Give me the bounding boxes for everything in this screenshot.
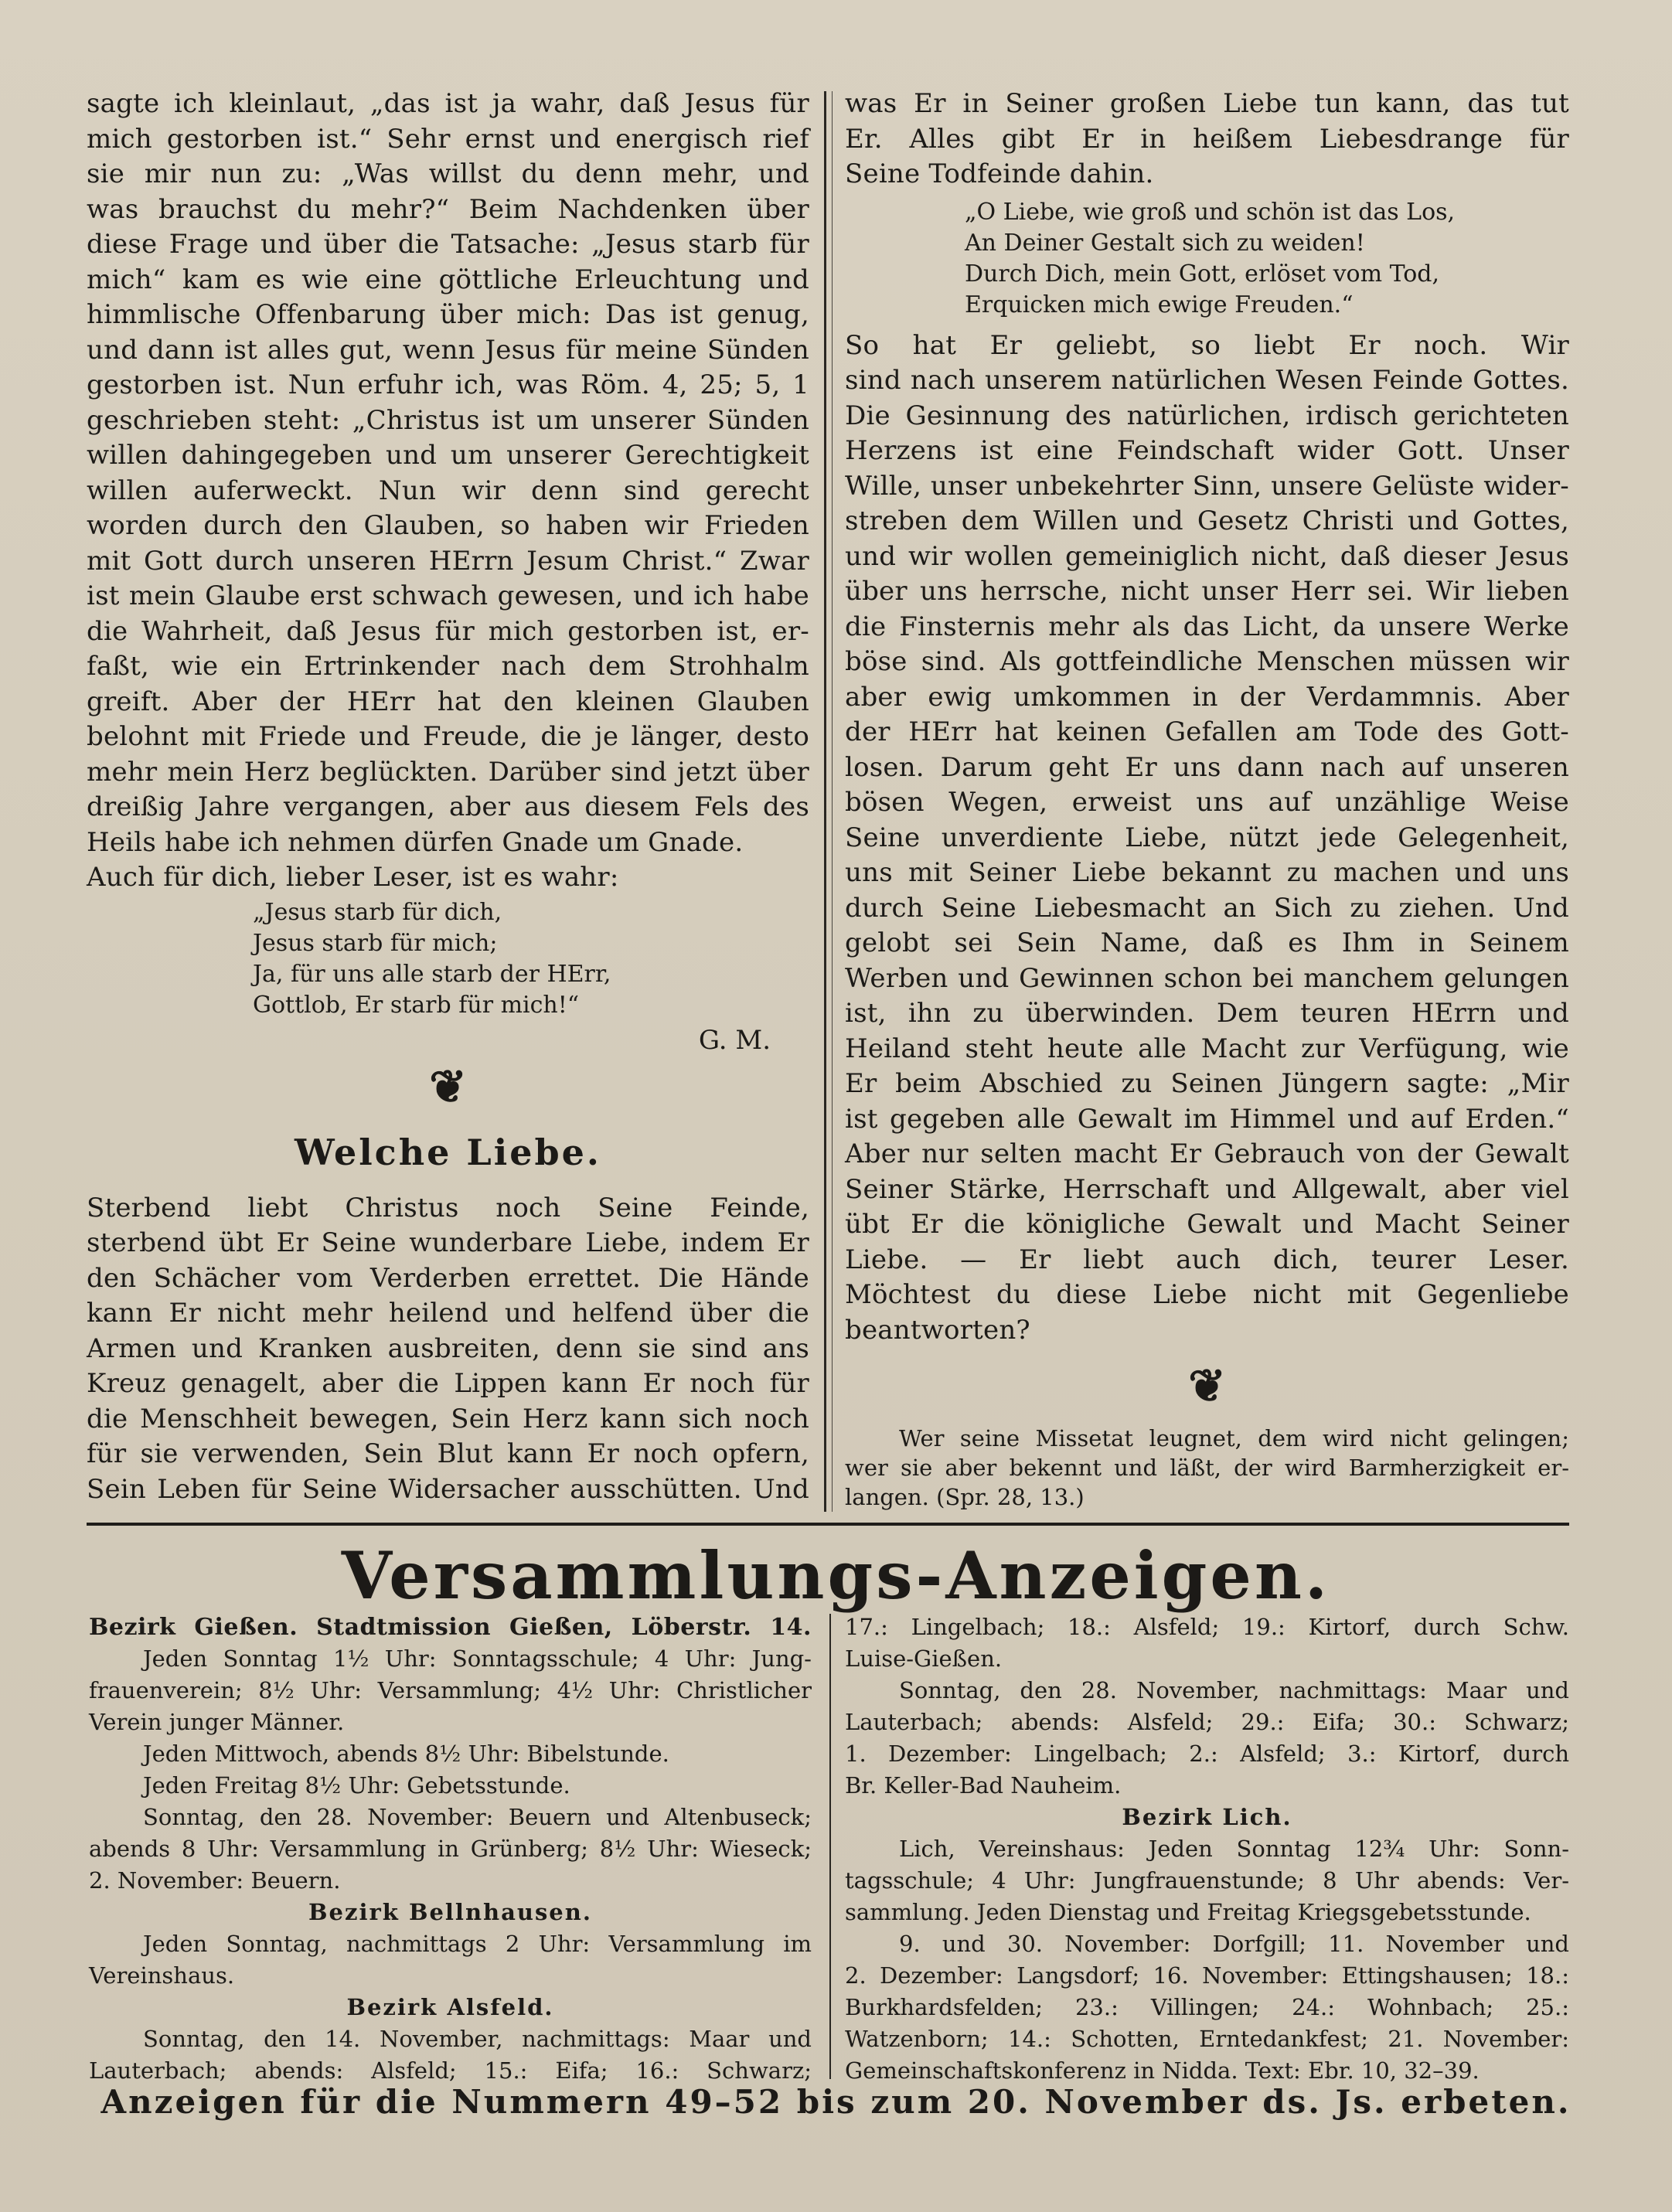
announcement-line: Vereinshaus. (89, 1962, 235, 1989)
column-divider-thin (832, 91, 833, 1512)
text-line: für sie verwenden, Sein Blut kann Er noch opfern, (87, 1438, 809, 1469)
district-heading: Bezirk Gießen. Stadtmission Gießen, Löberstr. 14. (89, 1614, 812, 1641)
ornament-icon: ❦ (429, 1060, 467, 1113)
text-line: über uns herrsche, nicht unser Herr sei. Wir lieben (845, 576, 1569, 607)
announcements-left-column (89, 1611, 812, 2087)
district-heading: Bezirk Lich. (1122, 1804, 1292, 1830)
text-line: was brauchst du mehr?“ Beim Nachdenken über (87, 193, 809, 225)
announcement-line: Lauterbach; abends: Alsfeld; 15.: Eifa; 16.: Schwarz; (89, 2057, 812, 2084)
right-column (845, 87, 1569, 1512)
poem-line: Ja, für uns alle starb der HErr, (253, 960, 611, 988)
text-line: Sein Leben für Seine Widersacher ausschütten. Und (87, 1473, 809, 1505)
text-line: mit Gott durch unseren HErrn Jesum Christ.“ Zwar (87, 545, 809, 577)
announcement-line: Jeden Sonntag, nachmittags 2 Uhr: Versammlung im (143, 1931, 812, 1957)
text-line: Auch für dich, lieber Leser, ist es wahr: (87, 862, 619, 893)
announcement-line: Jeden Mittwoch, abends 8½ Uhr: Bibelstunde. (143, 1741, 669, 1767)
announcement-line: 17.: Lingelbach; 18.: Alsfeld; 19.: Kirtorf, durch Schw. (845, 1614, 1569, 1640)
announcement-line: Sonntag, den 28. November, nachmittags: Maar und (899, 1677, 1569, 1703)
text-line: die Wahrheit, daß Jesus für mich gestorben ist, er- (87, 615, 809, 647)
announcement-line: Sonntag, den 28. November: Beuern und Altenbuseck; (143, 1804, 812, 1830)
announcement-line: Lauterbach; abends: Alsfeld; 29.: Eifa; 30.: Schwarz; (845, 1709, 1569, 1735)
text-line: Heiland steht heute alle Macht zur Verfügung, wie (845, 1033, 1569, 1064)
text-line: böse sind. Als gottfeindliche Menschen müssen wir (845, 646, 1569, 677)
text-line: Er. Alles gibt Er in heißem Liebesdrange für (845, 123, 1569, 155)
left-poem (87, 897, 809, 1021)
proverb-line: langen. (Spr. 28, 13.) (845, 1484, 1085, 1510)
text-line: mich gestorben ist.“ Sehr ernst und energisch rief (87, 123, 809, 155)
text-line: So hat Er geliebt, so liebt Er noch. Wir (845, 329, 1569, 361)
announcement-line: Jeden Sonntag 1½ Uhr: Sonntagsschule; 4 Uhr: Jung- (143, 1645, 812, 1672)
text-line: streben dem Willen und Gesetz Christi und Gottes, (845, 505, 1569, 536)
announcement-line: Gemeinschaftskonferenz in Nidda. Text: Ebr. 10, 32–39. (845, 2057, 1480, 2084)
right-poem (845, 197, 1569, 321)
text-line: sind nach unserem natürlichen Wesen Feinde Gottes. (845, 365, 1569, 396)
ornament-icon: ❦ (1188, 1360, 1226, 1412)
text-line: ist gegeben alle Gewalt im Himmel und auf Erden.“ (845, 1103, 1569, 1135)
text-line: die Finsternis mehr als das Licht, da unsere Werke (845, 611, 1569, 642)
welche-liebe-text (87, 1191, 809, 1508)
text-line: Wille, unser unbekehrter Sinn, unsere Gelüste wider- (845, 470, 1569, 502)
text-line: gelobt sei Sein Name, daß es Ihm in Seinem (845, 927, 1569, 958)
announcements-divider (829, 1614, 831, 2079)
text-line: dreißig Jahre vergangen, aber aus diesem Fels des (87, 791, 809, 822)
announcements-footer: Anzeigen für die Nummern 49–52 bis zum 20. November ds. Js. erbeten. (100, 2083, 1572, 2121)
announcement-line: Verein junger Männer. (89, 1709, 345, 1735)
text-line: was Er in Seiner großen Liebe tun kann, das tut (845, 88, 1569, 119)
text-line: uns mit Seiner Liebe bekannt zu machen und uns (845, 857, 1569, 888)
text-line: Herzens ist eine Feindschaft wider Gott. Unser (845, 435, 1569, 466)
text-line: und wir wollen gemeiniglich nicht, daß dieser Jesus (845, 540, 1569, 572)
announcements-title: Versammlungs-Anzeigen. (341, 1537, 1331, 1614)
text-line: Die Gesinnung des natürlichen, irdisch gerichteten (845, 400, 1569, 431)
text-line: Kreuz genagelt, aber die Lippen kann Er noch für (87, 1368, 809, 1399)
text-line: sagte ich kleinlaut, „das ist ja wahr, daß Jesus für (87, 88, 809, 119)
district-heading: Bezirk Bellnhausen. (308, 1899, 592, 1925)
left-column (87, 87, 809, 1507)
poem-line: „Jesus starb für dich, (253, 898, 502, 926)
announcement-line: Watzenborn; 14.: Schotten, Erntedankfest; 21. November: (845, 2026, 1569, 2052)
text-line: Liebe. — Er liebt auch dich, teurer Leser. (845, 1244, 1569, 1275)
text-line: der HErr hat keinen Gefallen am Tode des Gott- (845, 716, 1569, 747)
left-article-text (87, 87, 809, 896)
poem-line: Jesus starb für mich; (253, 929, 498, 957)
announcement-line: sammlung. Jeden Dienstag und Freitag Kriegsgebetsstunde. (845, 1899, 1531, 1925)
text-line: bösen Wegen, erweist uns auf unzählige Weise (845, 787, 1569, 818)
text-line: willen dahingegeben und um unserer Gerechtigkeit (87, 440, 809, 471)
text-line: beantworten? (845, 1314, 1030, 1346)
proverb-line: Wer seine Missetat leugnet, dem wird nicht gelingen; (899, 1425, 1569, 1451)
text-line: geschrieben steht: „Christus ist um unserer Sünden (87, 404, 809, 436)
text-line: mich“ kam es wie eine göttliche Erleuchtung und (87, 264, 809, 295)
district-heading: Bezirk Alsfeld. (346, 1994, 554, 2020)
text-line: diese Frage und über die Tatsache: „Jesus starb für (87, 229, 809, 260)
text-line: kann Er nicht mehr heilend und helfend über die (87, 1298, 809, 1329)
announcement-line: tagsschule; 4 Uhr: Jungfrauenstunde; 8 Uhr abends: Ver- (845, 1867, 1569, 1894)
text-line: übt Er die königliche Gewalt und Macht Seiner (845, 1209, 1569, 1240)
poem-line: Gottlob, Er starb für mich!“ (253, 991, 580, 1019)
text-line: faßt, wie ein Ertrinkender nach dem Strohhalm (87, 651, 809, 682)
text-line: Seiner Stärke, Herrschaft und Allgewalt, aber viel (845, 1173, 1569, 1205)
text-line: ist mein Glaube erst schwach gewesen, und ich habe (87, 580, 809, 611)
announcement-line: Jeden Freitag 8½ Uhr: Gebetsstunde. (143, 1772, 570, 1799)
text-line: ist, ihn zu überwinden. Dem teuren HErrn und (845, 998, 1569, 1029)
text-line: die Menschheit bewegen, Sein Herz kann sich noch (87, 1403, 809, 1434)
announcement-line: Lich, Vereinshaus: Jeden Sonntag 12¾ Uhr: Sonn- (899, 1836, 1569, 1862)
text-line: Möchtest du diese Liebe nicht mit Gegenliebe (845, 1279, 1569, 1310)
right-article-text-top (845, 87, 1569, 192)
announcement-line: 9. und 30. November: Dorfgill; 11. November und (899, 1931, 1569, 1957)
text-line: durch Seine Liebesmacht an Sich zu ziehen. Und (845, 892, 1569, 924)
text-line: gestorben ist. Nun erfuhr ich, was Röm. 4, 25; 5, 1 (87, 369, 809, 400)
announcement-line: Br. Keller-Bad Nauheim. (845, 1772, 1122, 1799)
poem-line: Erquicken mich ewige Freuden.“ (965, 291, 1354, 318)
text-line: aber ewig umkommen in der Verdammnis. Aber (845, 681, 1569, 713)
text-line: losen. Darum geht Er uns dann nach auf unseren (845, 751, 1569, 783)
poem-line: „O Liebe, wie groß und schön ist das Los, (965, 198, 1456, 226)
proverb-line: wer sie aber bekennt und läßt, der wird Barmherzigkeit er- (845, 1455, 1569, 1481)
section-rule (87, 1523, 1569, 1526)
text-line: willen auferweckt. Nun wir denn sind gerecht (87, 475, 809, 506)
text-line: Seine Todfeinde dahin. (845, 158, 1154, 189)
text-line: Seine unverdiente Liebe, nützt jede Gelegenheit, (845, 822, 1569, 853)
text-line: mehr mein Herz beglückten. Darüber sind jetzt über (87, 756, 809, 788)
article-heading: Welche Liebe. (295, 1131, 601, 1173)
text-line: den Schächer vom Verderben errettet. Die Hände (87, 1262, 809, 1294)
text-line: belohnt mit Friede und Freude, die je länger, desto (87, 721, 809, 752)
announcement-line: 2. Dezember: Langsdorf; 16. November: Ettingshausen; 18.: (845, 1962, 1569, 1989)
text-line: sie mir nun zu: „Was willst du denn mehr, und (87, 158, 809, 189)
announcements-right-column (845, 1611, 1569, 2087)
text-line: Werben und Gewinnen schon bei manchem gelungen (845, 962, 1569, 994)
text-line: Sterbend liebt Christus noch Seine Feinde, (87, 1192, 809, 1223)
text-line: himmlische Offenbarung über mich: Das ist genug, (87, 299, 809, 330)
proverb-quote (845, 1424, 1569, 1512)
poem-line: Durch Dich, mein Gott, erlöset vom Tod, (965, 260, 1440, 288)
column-divider (824, 91, 826, 1512)
text-line: worden durch den Glauben, so haben wir Frieden (87, 510, 809, 541)
text-line: und dann ist alles gut, wenn Jesus für meine Sünden (87, 334, 809, 366)
poem-line: An Deiner Gestalt sich zu weiden! (965, 229, 1365, 257)
text-line: greift. Aber der HErr hat den kleinen Glauben (87, 686, 809, 717)
announcement-line: abends 8 Uhr: Versammlung in Grünberg; 8½ Uhr: Wieseck; (89, 1836, 812, 1862)
announcement-line: 2. November: Beuern. (89, 1867, 341, 1894)
text-line: Heils habe ich nehmen dürfen Gnade um Gnade. (87, 826, 744, 858)
text-line: Aber nur selten macht Er Gebrauch von der Gewalt (845, 1138, 1569, 1169)
announcement-line: frauenverein; 8½ Uhr: Versammlung; 4½ Uhr: Christlicher (89, 1677, 812, 1703)
announcement-line: Sonntag, den 14. November, nachmittags: Maar und (143, 2026, 812, 2052)
announcement-line: 1. Dezember: Lingelbach; 2.: Alsfeld; 3.: Kirtorf, durch (845, 1741, 1569, 1767)
text-line: Er beim Abschied zu Seinen Jüngern sagte: „Mir (845, 1068, 1569, 1099)
signature: G. M. (698, 1024, 771, 1056)
announcement-line: Burkhardsfelden; 23.: Villingen; 24.: Wohnbach; 25.: (845, 1994, 1569, 2020)
text-line: Armen und Kranken ausbreiten, denn sie sind ans (87, 1332, 809, 1364)
text-line: sterbend übt Er Seine wunderbare Liebe, indem Er (87, 1227, 809, 1258)
right-article-text (845, 328, 1569, 1349)
announcement-line: Luise-Gießen. (845, 1645, 1003, 1672)
